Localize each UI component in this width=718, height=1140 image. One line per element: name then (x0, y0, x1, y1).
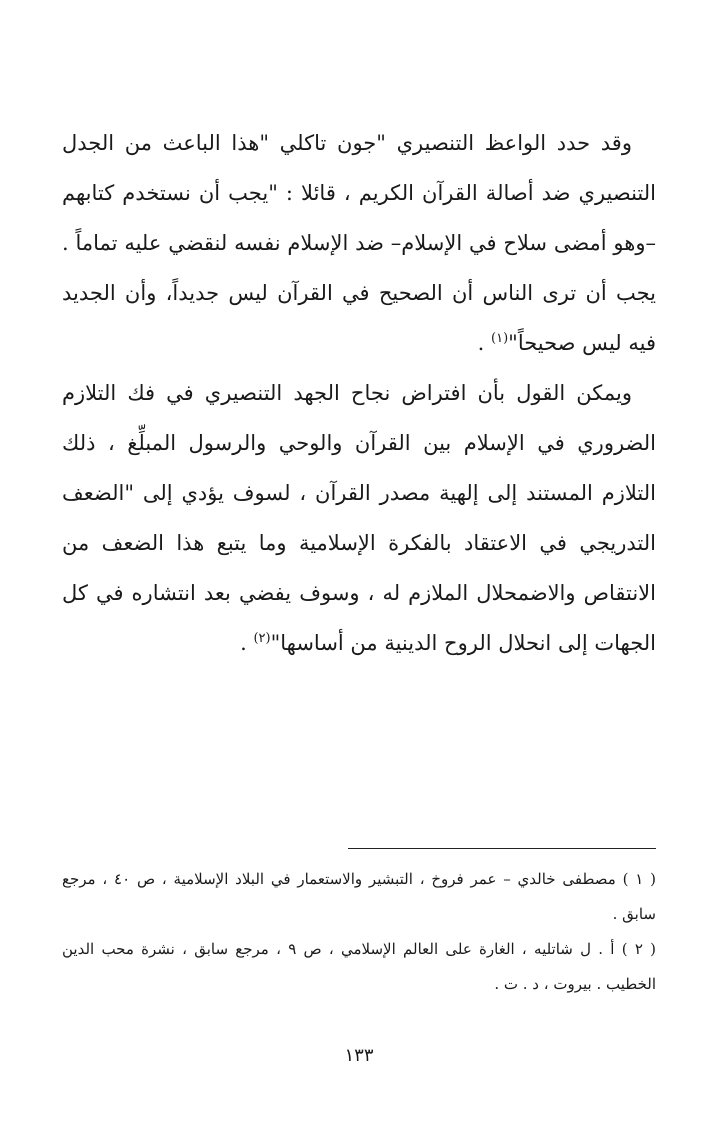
paragraph-2-text: ويمكن القول بأن افتراض نجاح الجهد التنصيري في فك التلازم الضروري في الإسلام بين القرآن والوحي والرسول المبلِّغ ، ذلك التلازم المستند إلى إلهية مصدر القرآن ، لسوف يؤدي إلى "الضعف التدريجي في الاعتقاد بالفكرة الإسلامية وما يتبع هذا الضعف من الانتقاص والاضمحلال الملازم له ، وسوف يفضي بعد انتشاره في كل الجهات إلى انحلال الروح الدينية من أساسها" (62, 381, 656, 655)
footnote-ref-1: (١) (491, 331, 509, 346)
main-text (62, 118, 656, 668)
footnote-separator (348, 848, 656, 849)
footnote-2: ( ٢ ) أ . ل شاتليه ، الغارة على العالم الإسلامي ، ص ٩ ، مرجع سابق ، نشرة محب الدين الخطيب . بيروت ، د . ت . (62, 940, 656, 993)
paragraph-1-text: وقد حدد الواعظ التنصيري "جون تاكلي "هذا الباعث من الجدل التنصيري ضد أصالة القرآن الكريم ، قائلا : "يجب أن نستخدم كتابهم –وهو أمضى سلاح في الإسلام– ضد الإسلام نفسه لنقضي عليه تماماً . يجب أن ترى الناس أن الصحيح في القرآن ليس جديداً، وأن الجديد فيه ليس صحيحاً" (62, 131, 656, 355)
paragraph-2 (62, 368, 656, 668)
footnotes (62, 862, 656, 1002)
paragraph-1-end: . (477, 331, 492, 355)
paragraph-2-end: . (240, 631, 254, 655)
paragraph-1 (62, 118, 656, 368)
footnote-1: ( ١ ) مصطفى خالدي – عمر فروخ ، التبشير والاستعمار في البلاد الإسلامية ، ص ٤٠ ، مرجع سابق . (62, 870, 656, 923)
footnote-ref-2: (٢) (253, 631, 271, 646)
page-number: ١٣٣ (344, 1045, 374, 1066)
